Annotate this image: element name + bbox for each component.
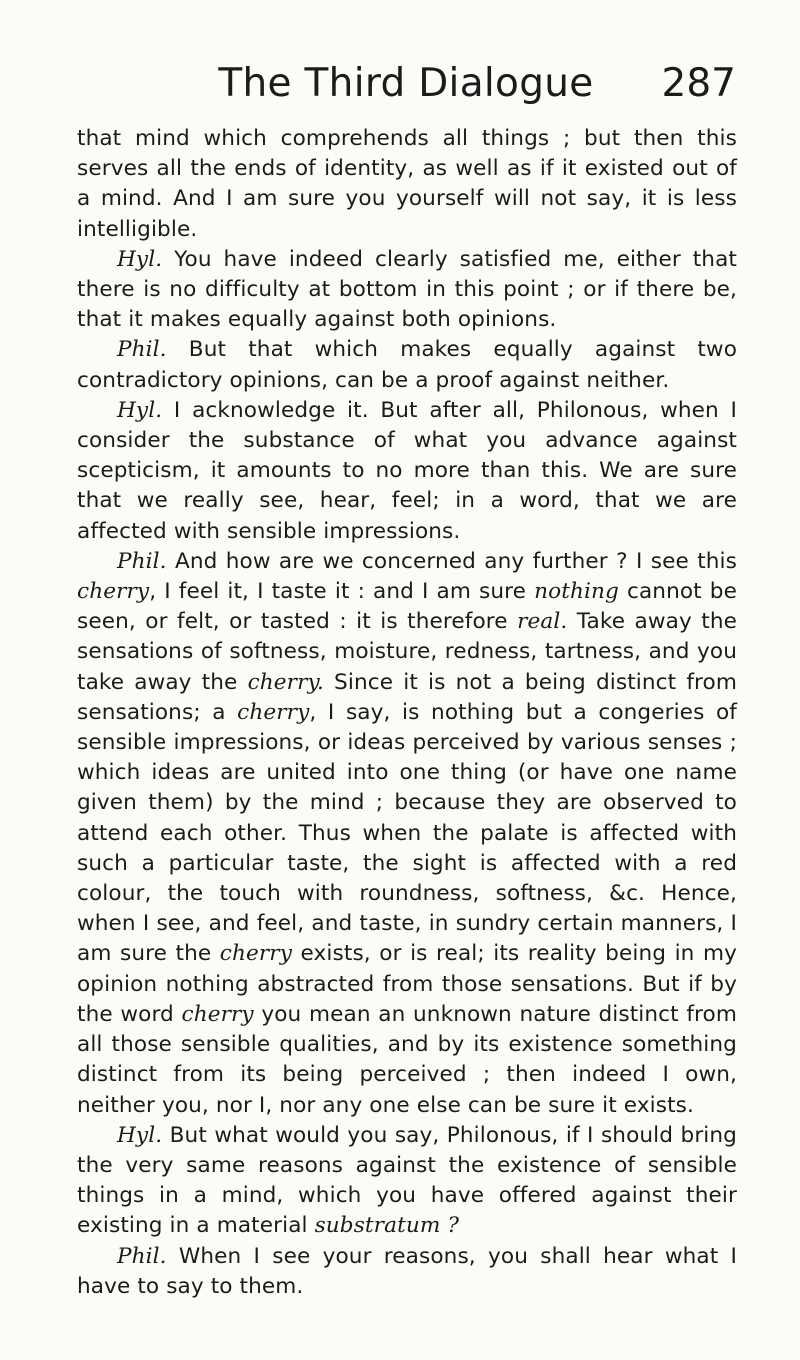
speaker-label: Phil. bbox=[117, 1243, 167, 1269]
paragraph-continuation bbox=[77, 124, 737, 245]
speaker-label: Phil. bbox=[117, 548, 167, 574]
paragraph-text-segment: And how are we concerned any further ? I see this bbox=[174, 548, 737, 574]
paragraph-text-segment: cannot be seen, or felt, or tasted : it is therefore bbox=[77, 579, 737, 635]
italic-word: cherry bbox=[219, 941, 293, 967]
paragraph-hyl-2 bbox=[77, 396, 737, 547]
speaker-label: Phil. bbox=[117, 337, 167, 363]
paragraph-text-segment: Take away the sensations of softness, moisture, redness, tartness, and you take away the bbox=[77, 609, 737, 695]
paragraph-text-segment: But what would you say, Philonous, if I should bring the very same reasons against the existence of sensible things in a mind, which you have offered against their existing in a material bbox=[77, 1122, 737, 1239]
paragraph-text: that mind which comprehends all things ; but then this serves all the ends of identity, as well as if it existed out of a mind. And I am sure you yourself will not say, it is less intelligible. bbox=[77, 126, 737, 242]
running-title: The Third Dialogue bbox=[218, 61, 594, 106]
paragraph-text: But that which makes equally against two contradictory opinions, can be a proof against neither. bbox=[77, 337, 738, 393]
dialogue-text bbox=[77, 124, 737, 1302]
italic-word: substratum ? bbox=[314, 1213, 460, 1239]
italic-word: cherry bbox=[237, 699, 310, 725]
paragraph-phil-2 bbox=[77, 547, 737, 1121]
paragraph-phil-3 bbox=[77, 1242, 737, 1302]
paragraph-hyl-1 bbox=[77, 245, 737, 336]
paragraph-text-segment: Since it is not a being distinct from sensations; a bbox=[77, 669, 737, 725]
paragraph-text-segment: , I say, is nothing but a congeries of sensible impressions, or ideas perceived by various senses ; which ideas are united into one thing (or have one name given them) by the mind ; because they are observed to attend each other. Thus when the palate is affected with such a particular taste, the sight is affected with a red colour, the touch with roundness, softness, &c. Hence, when I see, and feel, and taste, in sundry certain manners, I am sure the bbox=[77, 699, 737, 967]
paragraph-phil-1 bbox=[77, 335, 737, 395]
page-number: 287 bbox=[661, 61, 736, 106]
paragraph-text-segment: , I feel it, I taste it : and I am sure bbox=[149, 579, 535, 605]
speaker-label: Hyl. bbox=[117, 397, 163, 423]
italic-word: cherry bbox=[181, 1001, 254, 1027]
paragraph-text: When I see your reasons, you shall hear what I have to say to them. bbox=[77, 1243, 738, 1299]
paragraph-text-segment: you mean an unknown nature distinct from all those sensible qualities, and by its existence something distinct from its being perceived ; then indeed I own, neither you, nor I, nor any one else can be sure it exists. bbox=[77, 1001, 737, 1118]
running-head bbox=[76, 62, 736, 114]
italic-word: nothing bbox=[534, 579, 619, 605]
paragraph-text: I acknowledge it. But after all, Philonous, when I consider the substance of what you advance against scepticism, it amounts to no more than this. We are sure that we really see, hear, feel; in a word, that we are affected with sensible impressions. bbox=[77, 397, 737, 544]
speaker-label: Hyl. bbox=[117, 246, 163, 272]
speaker-label: Hyl. bbox=[117, 1122, 163, 1148]
italic-word: cherry. bbox=[247, 669, 324, 695]
paragraph-text: You have indeed clearly satisfied me, either that there is no difficulty at bottom in this point ; or if there be, that it makes equally against both opinions. bbox=[77, 246, 737, 333]
italic-word: real. bbox=[517, 609, 568, 635]
paragraph-text-segment: exists, or is real; its reality being in my opinion nothing abstracted from those sensations. But if by the word bbox=[77, 941, 738, 1027]
italic-word: cherry bbox=[77, 579, 150, 605]
paragraph-hyl-3 bbox=[77, 1121, 737, 1242]
